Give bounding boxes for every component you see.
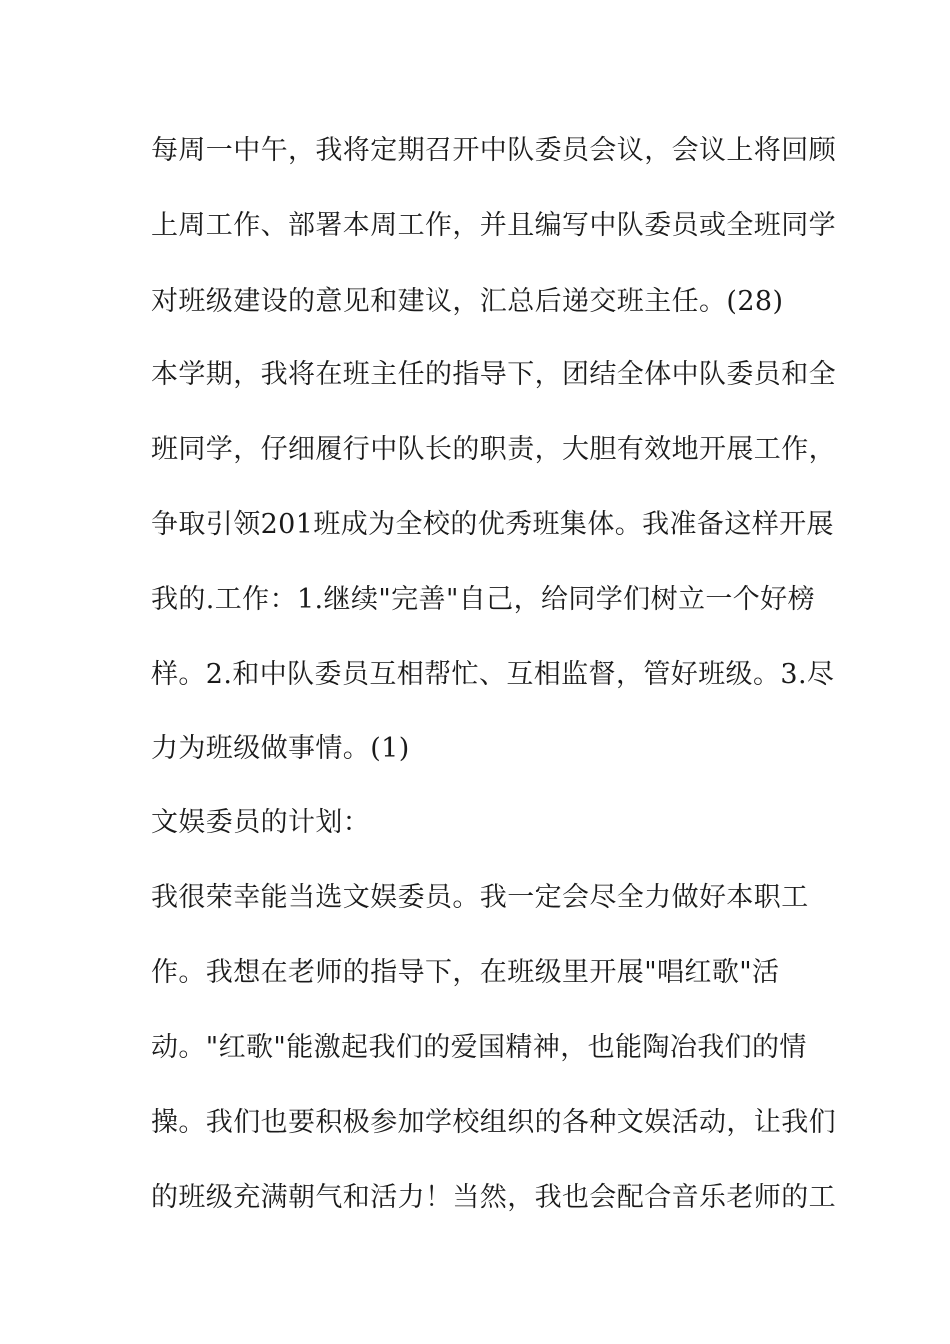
text-line: 操。我们也要积极参加学校组织的各种文娱活动，让我们	[151, 1107, 836, 1138]
text-line: 作。我想在老师的指导下，在班级里开展"唱红歌"活	[151, 957, 780, 988]
text-line: 上周工作、部署本周工作，并且编写中队委员或全班同学	[151, 210, 836, 241]
text-line: 对班级建设的意见和建议，汇总后递交班主任。(28)	[151, 286, 784, 317]
text-line: 我很荣幸能当选文娱委员。我一定会尽全力做好本职工	[151, 882, 809, 913]
text-line: 我的.工作：1.继续"完善"自己，给同学们树立一个好榜	[151, 584, 815, 615]
text-line: 动。"红歌"能激起我们的爱国精神，也能陶冶我们的情	[151, 1032, 807, 1063]
text-line: 每周一中午，我将定期召开中队委员会议，会议上将回顾	[151, 135, 836, 166]
text-line: 争取引领201班成为全校的优秀班集体。我准备这样开展	[151, 509, 834, 540]
text-line: 力为班级做事情。(1)	[151, 733, 410, 764]
text-line: 的班级充满朝气和活力！当然，我也会配合音乐老师的工	[151, 1182, 836, 1213]
text-line: 班同学，仔细履行中队长的职责，大胆有效地开展工作，	[151, 434, 836, 465]
text-line: 本学期，我将在班主任的指导下，团结全体中队委员和全	[151, 359, 836, 390]
section-heading: 文娱委员的计划：	[151, 807, 371, 838]
text-line: 样。2.和中队委员互相帮忙、互相监督，管好班级。3.尽	[151, 659, 835, 690]
